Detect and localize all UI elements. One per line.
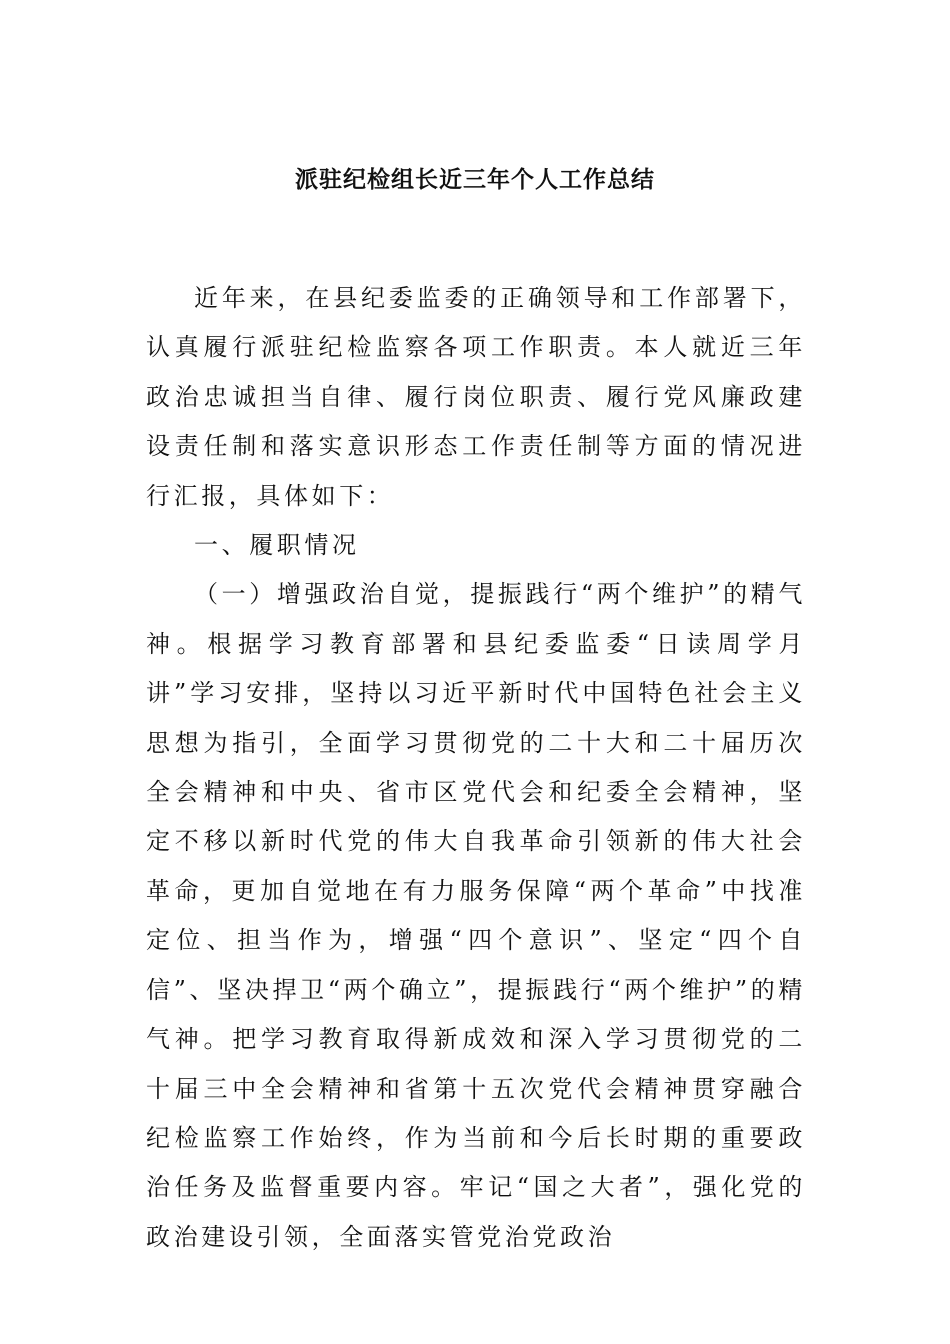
paragraph-intro: 近年来，在县纪委监委的正确领导和工作部署下，认真履行派驻纪检监察各项工作职责。本人就近三年政治忠诚担当自律、履行岗位职责、履行党风廉政建设责任制和落实意识形态工作责任制等方面的情况进行汇报，具体如下： — [146, 284, 806, 510]
paragraph-political-awareness: （一）增强政治自觉，提振践行“两个维护”的精气神。根据学习教育部署和县纪委监委“日读周学月讲”学习安排，坚持以习近平新时代中国特色社会主义思想为指引，全面学习贯彻党的二十大和二十届历次全会精神和中央、省市区党代会和纪委全会精神，坚定不移以新时代党的伟大自我革命引领新的伟大社会革命，更加自觉地在有力服务保障“两个革命”中找准定位、担当作为，增强“四个意识”、坚定“四个自信”、坚决捍卫“两个确立”，提振践行“两个维护”的精气神。把学习教育取得新成效和深入学习贯彻党的二十届三中全会精神和省第十五次党代会精神贯穿融合纪检监察工作始终，作为当前和今后长时期的重要政治任务及监督重要内容。牢记“国之大者”，强化党的政治建设引领，全面落实管党治党政治 — [146, 580, 806, 1251]
document-title: 派驻纪检组长近三年个人工作总结 — [295, 167, 655, 193]
document-body — [146, 274, 806, 1262]
section-heading: 一、履职情况 — [194, 531, 360, 560]
